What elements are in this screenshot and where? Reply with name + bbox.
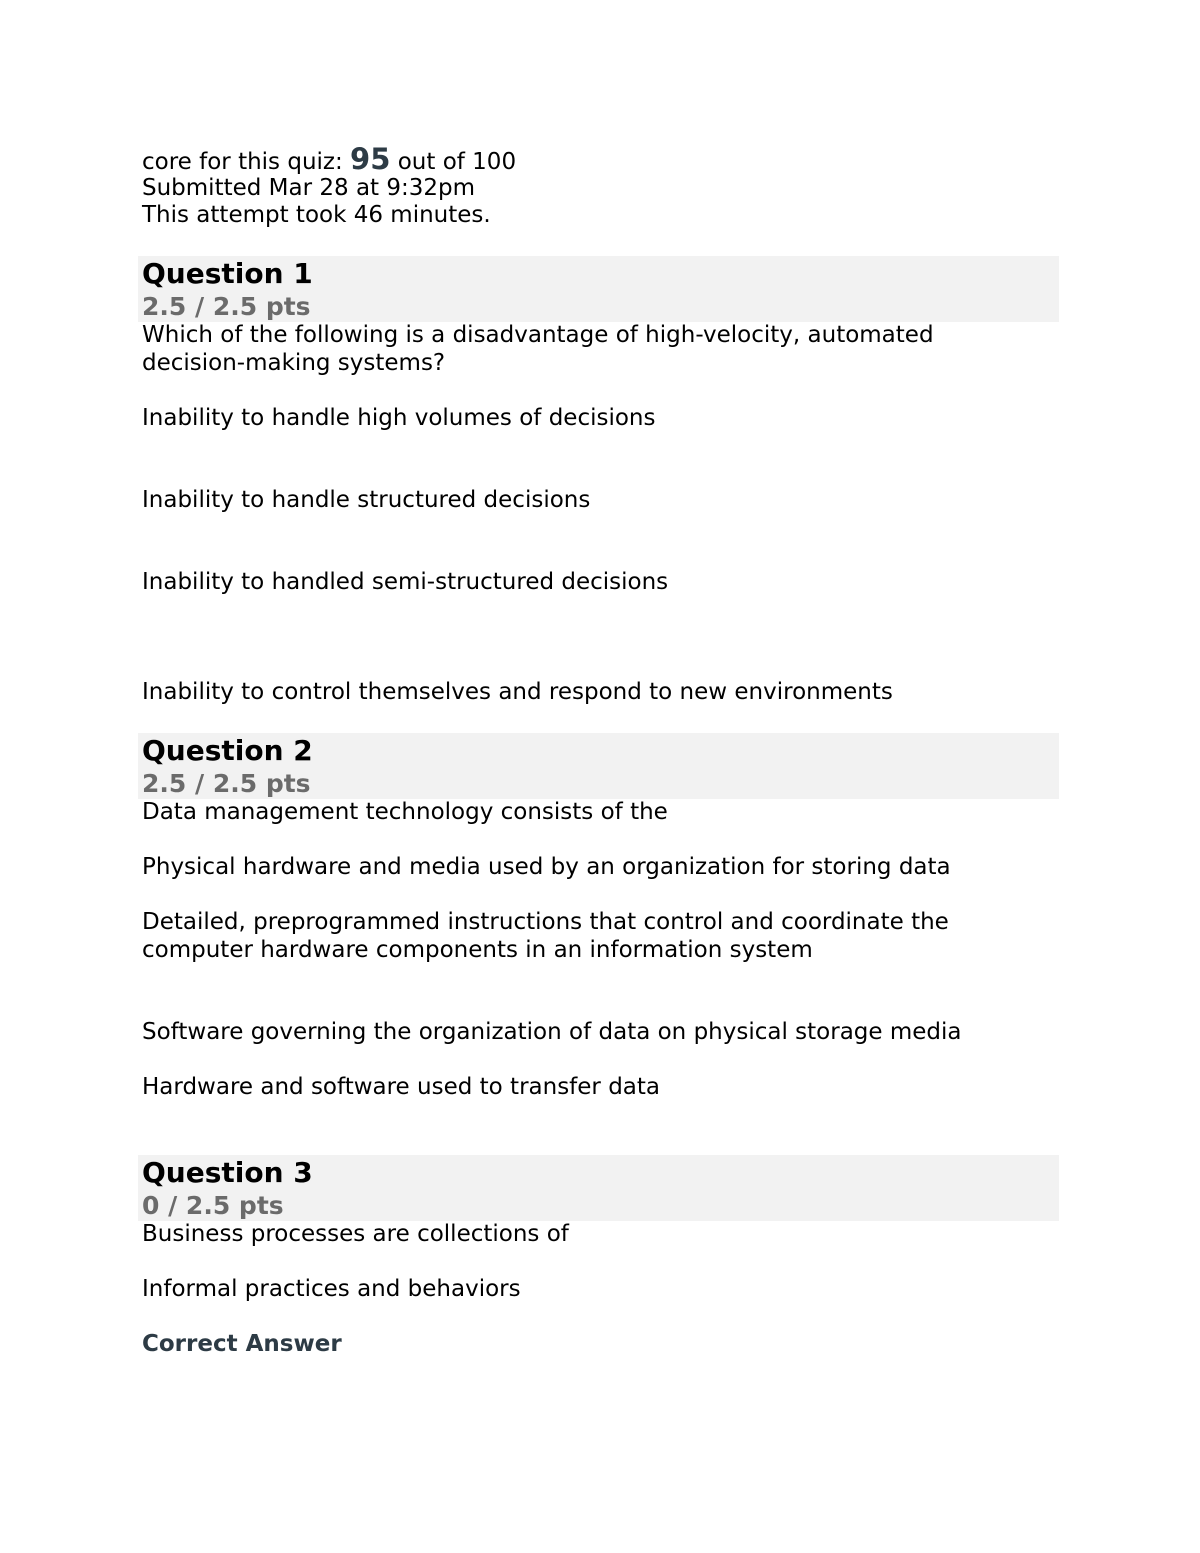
score-suffix: out of 100 — [390, 149, 517, 175]
question-2-answer-2-line-2[interactable]: computer hardware components in an information system — [142, 937, 813, 963]
question-3-answer-1[interactable]: Informal practices and behaviors — [142, 1276, 521, 1302]
question-2-prompt: Data management technology consists of the — [142, 799, 668, 825]
correct-answer-label: Correct Answer — [142, 1331, 342, 1357]
question-1-answer-2[interactable]: Inability to handle structured decisions — [142, 487, 591, 513]
question-2-answer-2-line-1[interactable]: Detailed, preprogrammed instructions that control and coordinate the — [142, 909, 949, 935]
attempt-duration: This attempt took 46 minutes. — [142, 202, 491, 228]
score-value: 95 — [350, 142, 391, 176]
question-1-answer-4[interactable]: Inability to control themselves and respond to new environments — [142, 679, 893, 705]
question-2-answer-3[interactable]: Software governing the organization of data on physical storage media — [142, 1019, 962, 1045]
question-3-points: 0 / 2.5 pts — [142, 1191, 284, 1220]
score-prefix: core for this quiz: — [142, 149, 351, 175]
question-2-header — [138, 733, 1059, 799]
question-1-header — [138, 256, 1059, 322]
question-2-title: Question 2 — [142, 734, 313, 767]
question-2-points: 2.5 / 2.5 pts — [142, 769, 311, 798]
question-1-answer-1[interactable]: Inability to handle high volumes of decisions — [142, 405, 656, 431]
question-3-prompt: Business processes are collections of — [142, 1221, 569, 1247]
question-2-answer-1[interactable]: Physical hardware and media used by an organization for storing data — [142, 854, 951, 880]
question-3-title: Question 3 — [142, 1156, 313, 1189]
question-1-title: Question 1 — [142, 257, 313, 290]
question-1-answer-3[interactable]: Inability to handled semi-structured decisions — [142, 569, 669, 595]
quiz-score-line — [142, 142, 517, 176]
question-1-prompt-line-2: decision-making systems? — [142, 350, 446, 376]
submitted-timestamp: Submitted Mar 28 at 9:32pm — [142, 175, 476, 201]
question-2-answer-4[interactable]: Hardware and software used to transfer data — [142, 1074, 660, 1100]
question-3-header — [138, 1155, 1059, 1221]
question-1-prompt-line-1: Which of the following is a disadvantage of high-velocity, automated — [142, 322, 934, 348]
question-1-points: 2.5 / 2.5 pts — [142, 292, 311, 321]
